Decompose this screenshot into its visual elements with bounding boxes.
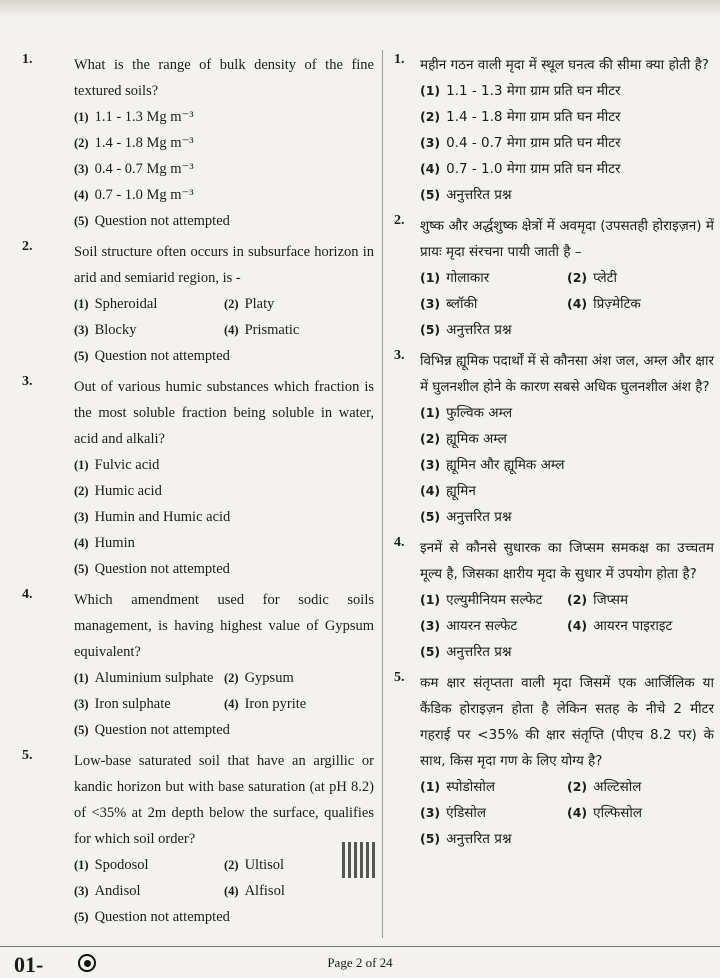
option-number: (4): [224, 697, 239, 711]
option-number: (1): [420, 83, 441, 98]
option-number: (4): [74, 536, 89, 550]
option-number: (5): [420, 322, 441, 337]
option-number: (3): [420, 618, 441, 633]
option-number: (3): [74, 510, 89, 524]
option: [567, 291, 714, 317]
option-row: [74, 852, 374, 878]
option-number: (5): [74, 214, 89, 228]
option: [567, 613, 714, 639]
option: [420, 400, 714, 426]
option-text: अल्टिसोल: [593, 779, 642, 795]
option: [74, 717, 374, 743]
option: [567, 800, 714, 826]
option-text: 0.4 - 0.7 Mg m⁻³: [94, 161, 194, 177]
option-number: (4): [567, 618, 588, 633]
option-number: (4): [420, 161, 441, 176]
option-text: Fulvic acid: [94, 457, 160, 473]
option-number: (4): [74, 188, 89, 202]
option-text: एंडिसोल: [446, 805, 487, 821]
question-number: 2.: [22, 239, 33, 254]
option: [420, 613, 567, 639]
question-block: [396, 670, 714, 852]
option: [420, 426, 714, 452]
option-text: Blocky: [94, 322, 137, 338]
option-text: Question not attempted: [94, 348, 230, 364]
option-number: (1): [74, 858, 89, 872]
question-number: 3.: [394, 348, 405, 363]
top-shadow: [0, 0, 720, 18]
option: [74, 478, 374, 504]
option-text: आयरन पाइराइट: [593, 618, 673, 634]
option-number: (3): [420, 457, 441, 472]
option-number: (3): [420, 805, 441, 820]
option: [74, 452, 374, 478]
option: [567, 265, 714, 291]
option-number: (3): [420, 296, 441, 311]
option-number: (5): [420, 187, 441, 202]
option-number: (5): [74, 562, 89, 576]
option: [420, 826, 714, 852]
option-text: आयरन सल्फेट: [446, 618, 518, 634]
option-text: ह्यूमिन: [446, 483, 476, 499]
option-text: ह्यूमिन और ह्यूमिक अम्ल: [446, 457, 565, 473]
option: [224, 291, 374, 317]
option: [420, 587, 567, 613]
option: [74, 665, 224, 691]
page-number: Page 2 of 24: [327, 955, 393, 970]
option-row: [74, 317, 374, 343]
option-text: Question not attempted: [94, 213, 230, 229]
option-row: [420, 800, 714, 826]
option: [74, 291, 224, 317]
option-number: (5): [74, 723, 89, 737]
option-number: (4): [420, 483, 441, 498]
option: [420, 130, 714, 156]
option-row: [74, 291, 374, 317]
question-text: शुष्क और अर्द्धशुष्क क्षेत्रों में अवमृदा (उपसतही होराइज़न) में प्रायः मृदा संरचना पायी जाती है –: [420, 218, 714, 260]
option-text: ह्यूमिक अम्ल: [446, 431, 507, 447]
question-block: [22, 748, 374, 930]
booklet-code: 01-: [14, 952, 44, 977]
option: [74, 317, 224, 343]
option-text: एल्फिसोल: [593, 805, 643, 821]
question-number: 1.: [22, 52, 33, 67]
option: [420, 504, 714, 530]
question-text: कम क्षार संतृप्तता वाली मृदा जिसमें एक आर्जिलिक या कैंडिक होराइज़न होता है लेकिन सतह के नीचे 2 मीटर गहराई पर <35% की क्षार संतृप्ति (पीएच 8.2 पर) के साथ, किस मृदा गण के लिए योग्य है?: [420, 675, 714, 769]
option-number: (2): [420, 431, 441, 446]
option: [420, 78, 714, 104]
option-text: Prismatic: [244, 322, 300, 338]
option: [420, 478, 714, 504]
column-divider: [382, 50, 383, 938]
option: [224, 878, 374, 904]
question-text: महीन गठन वाली मृदा में स्थूल घनत्व की सीमा क्या होती है?: [420, 57, 709, 73]
option-number: (1): [74, 458, 89, 472]
question-text: Soil structure often occurs in subsurface horizon in arid and semiarid region, is -: [74, 244, 374, 286]
option-number: (1): [420, 405, 441, 420]
question-text: What is the range of bulk density of the fine textured soils?: [74, 57, 374, 99]
option-number: (5): [74, 910, 89, 924]
option-number: (1): [420, 270, 441, 285]
option-text: 0.4 - 0.7 मेगा ग्राम प्रति घन मीटर: [446, 135, 621, 151]
option-text: Question not attempted: [94, 909, 230, 925]
option-row: [420, 587, 714, 613]
option-text: एल्युमीनियम सल्फेट: [446, 592, 543, 608]
question-block: [22, 52, 374, 234]
option: [74, 504, 374, 530]
option-number: (2): [74, 136, 89, 150]
option: [74, 852, 224, 878]
option-text: Spodosol: [94, 857, 149, 873]
option-text: 1.1 - 1.3 मेगा ग्राम प्रति घन मीटर: [446, 83, 621, 99]
option-text: अनुत्तरित प्रश्न: [446, 509, 512, 525]
option-number: (2): [420, 109, 441, 124]
option-row: [74, 665, 374, 691]
option-text: अनुत्तरित प्रश्न: [446, 322, 512, 338]
option-text: अनुत्तरित प्रश्न: [446, 187, 512, 203]
option-text: Platy: [244, 296, 275, 312]
option-text: जिप्सम: [593, 592, 629, 608]
option-text: 1.4 - 1.8 Mg m⁻³: [94, 135, 194, 151]
option: [420, 104, 714, 130]
question-text: इनमें से कौनसे सुधारक का जिप्सम समकक्ष का उच्चतम मूल्य है, जिसका क्षारीय मृदा के सुधार में उपयोग होता है?: [420, 540, 714, 582]
question-number: 4.: [22, 587, 33, 602]
option: [74, 343, 374, 369]
option-text: Iron pyrite: [244, 696, 307, 712]
question-block: [396, 52, 714, 208]
option-text: Humic acid: [94, 483, 162, 499]
option: [420, 317, 714, 343]
option-number: (3): [74, 162, 89, 176]
option: [420, 639, 714, 665]
option-number: (5): [420, 831, 441, 846]
option-text: अनुत्तरित प्रश्न: [446, 644, 512, 660]
option-number: (2): [567, 592, 588, 607]
option: [420, 452, 714, 478]
option-number: (4): [567, 296, 588, 311]
option-number: (3): [74, 697, 89, 711]
option: [420, 182, 714, 208]
option-text: Question not attempted: [94, 722, 230, 738]
question-block: [396, 213, 714, 343]
option-row: [420, 291, 714, 317]
option-number: (5): [74, 349, 89, 363]
option-text: Humin: [94, 535, 135, 551]
option: [420, 265, 567, 291]
option: [420, 800, 567, 826]
option-number: (2): [74, 484, 89, 498]
option: [420, 774, 567, 800]
option-number: (3): [420, 135, 441, 150]
option: [74, 556, 374, 582]
question-number: 2.: [394, 213, 405, 228]
option-number: (2): [567, 270, 588, 285]
option: [74, 208, 374, 234]
option-text: प्रिज़्मेटिक: [593, 296, 641, 312]
option: [567, 774, 714, 800]
option-number: (2): [224, 297, 239, 311]
question-number: 4.: [394, 535, 405, 550]
option: [74, 904, 374, 930]
question-number: 5.: [22, 748, 33, 763]
option: [74, 130, 374, 156]
option-text: Andisol: [94, 883, 141, 899]
question-number: 3.: [22, 374, 33, 389]
option: [74, 156, 374, 182]
question-block: [22, 587, 374, 743]
option-text: 1.4 - 1.8 मेगा ग्राम प्रति घन मीटर: [446, 109, 621, 125]
option: [567, 587, 714, 613]
option-number: (2): [567, 779, 588, 794]
option-number: (4): [567, 805, 588, 820]
option: [74, 104, 374, 130]
question-block: [22, 239, 374, 369]
option-number: (5): [420, 509, 441, 524]
option-number: (2): [224, 671, 239, 685]
question-number: 5.: [394, 670, 405, 685]
question-text: Which amendment used for sodic soils management, is having highest value of Gypsum equivalent?: [74, 592, 374, 660]
option: [224, 317, 374, 343]
option-text: प्लेटी: [593, 270, 617, 286]
option-text: 0.7 - 1.0 Mg m⁻³: [94, 187, 194, 203]
option-number: (1): [74, 297, 89, 311]
option-number: (4): [224, 884, 239, 898]
option: [74, 691, 224, 717]
option-text: 0.7 - 1.0 मेगा ग्राम प्रति घन मीटर: [446, 161, 621, 177]
question-text: विभिन्न ह्यूमिक पदार्थों में से कौनसा अंश जल, अम्ल और क्षार में घुलनशील होने के कारण सबसे अधिक घुलनशील अंश है?: [420, 353, 714, 395]
option-text: Aluminium sulphate: [94, 670, 214, 686]
option-text: Iron sulphate: [94, 696, 171, 712]
question-text: Out of various humic substances which fraction is the most soluble fraction being soluble in water, acid and alkali?: [74, 379, 374, 447]
option-text: स्पोडोसोल: [446, 779, 496, 795]
option-number: (1): [420, 592, 441, 607]
option-text: Humin and Humic acid: [94, 509, 231, 525]
hindi-column: [396, 52, 714, 852]
option-number: (1): [420, 779, 441, 794]
option-number: (3): [74, 884, 89, 898]
option-number: (5): [420, 644, 441, 659]
question-number: 1.: [394, 52, 405, 67]
option-number: (3): [74, 323, 89, 337]
option: [74, 182, 374, 208]
option-text: अनुत्तरित प्रश्न: [446, 831, 512, 847]
question-block: [22, 374, 374, 582]
option-text: Question not attempted: [94, 561, 230, 577]
footer-rule: [0, 946, 720, 947]
option: [224, 665, 374, 691]
option-row: [74, 691, 374, 717]
option-text: गोलाकार: [446, 270, 490, 286]
option-number: (4): [224, 323, 239, 337]
option-row: [420, 265, 714, 291]
option: [74, 878, 224, 904]
option-text: Ultisol: [244, 857, 285, 873]
option: [420, 156, 714, 182]
option: [420, 291, 567, 317]
option-text: ब्लॉकी: [446, 296, 478, 312]
option-text: 1.1 - 1.3 Mg m⁻³: [94, 109, 194, 125]
option-row: [420, 613, 714, 639]
option-text: Alfisol: [244, 883, 285, 899]
english-column: [22, 52, 374, 930]
option-number: (1): [74, 110, 89, 124]
option: [74, 530, 374, 556]
option-text: Spheroidal: [94, 296, 158, 312]
option-row: [420, 774, 714, 800]
option-row: [74, 878, 374, 904]
qr-code: [342, 842, 378, 878]
question-block: [396, 348, 714, 530]
option: [224, 691, 374, 717]
option-text: Gypsum: [244, 670, 294, 686]
option-number: (1): [74, 671, 89, 685]
option-number: (2): [224, 858, 239, 872]
question-text: Low-base saturated soil that have an argillic or kandic horizon but with base saturation (at pH 8.2) of <35% at 2m depth below the surface, qualifies for which soil order?: [74, 753, 374, 847]
option-text: फुल्विक अम्ल: [446, 405, 513, 421]
question-block: [396, 535, 714, 665]
